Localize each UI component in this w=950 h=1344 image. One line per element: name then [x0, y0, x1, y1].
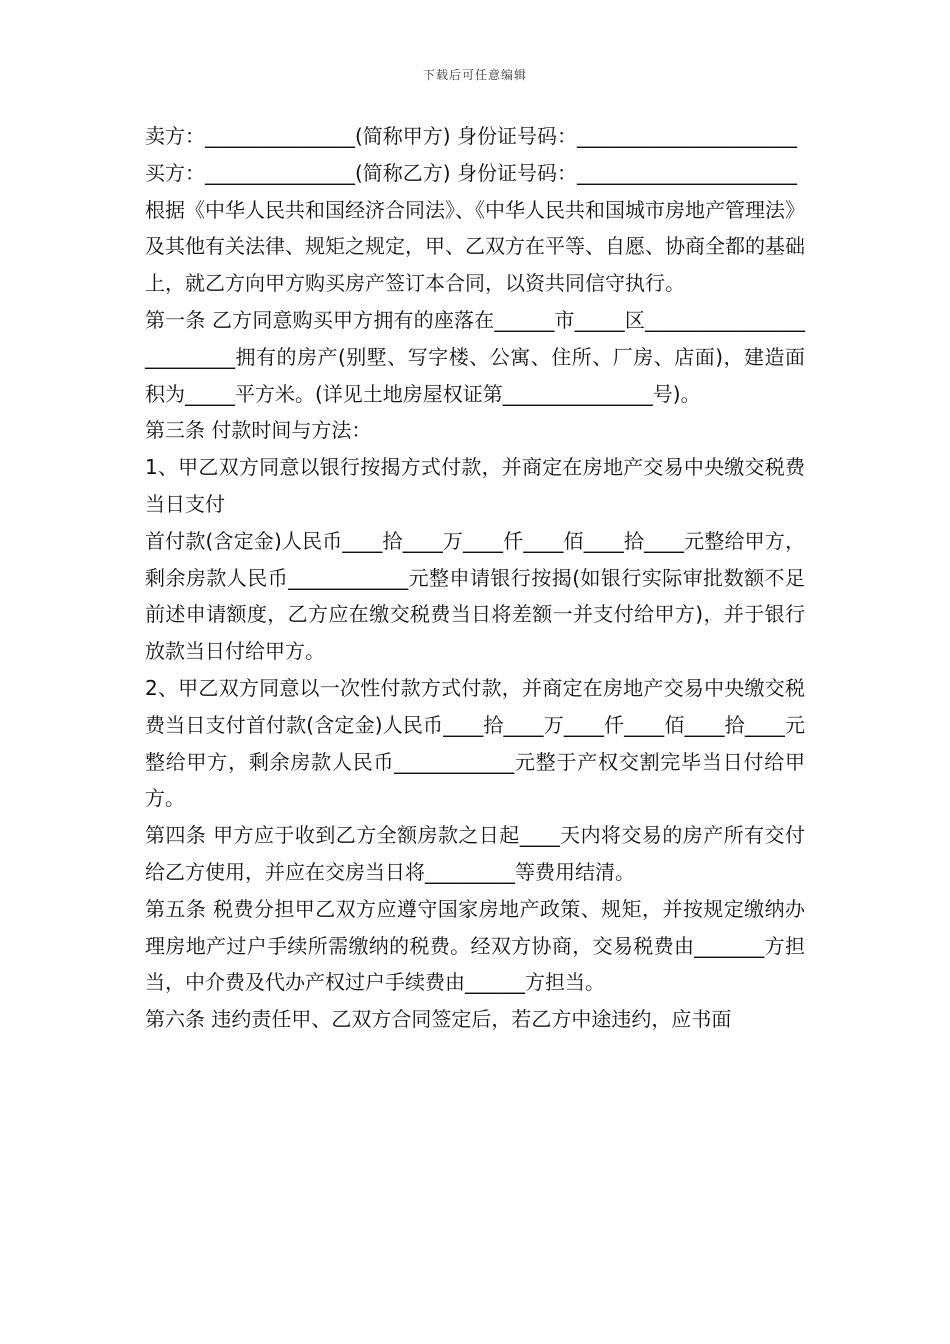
buyer-line: 买方：_______________(简称乙方) 身份证号码：______________________	[145, 160, 797, 185]
article-4: 第四条 甲方应于收到乙方全额房款之日起____天内将交易的房产所有交付给乙方使用，并应在交房当日将_________等费用结清。	[145, 823, 805, 884]
article-1: 第一条 乙方同意购买甲方拥有的座落在______市_____区_________________________拥有的房产(别墅、写字楼、公寓、住所、厂房、店面)，建造面积为_____平方米。(详见土地房屋权证第_______________号)。	[145, 307, 805, 406]
download-note: 下载后可任意编辑	[422, 68, 527, 82]
article-3-item-1: 1、甲乙双方同意以银行按揭方式付款，并商定在房地产交易中央缴交税费当日支付	[145, 455, 805, 516]
seller-line: 卖方：_______________(简称甲方) 身份证号码：______________________	[145, 124, 797, 148]
article-5: 第五条 税费分担甲乙双方应遵守国家房地产政策、规矩，并按规定缴纳办理房地产过户手续所需缴纳的税费。经双方协商，交易税费由_______方担当，中介费及代办产权过户手续费由______方担当。	[145, 896, 805, 995]
article-3-item-1-details: 首付款(含定金)人民币____拾____万____仟____佰____拾____元整给甲方，剩余房款人民币____________元整申请银行按揭(如银行实际审批数额不足前述申请额度，乙方应在缴交税费当日将差额一并支付给甲方)，并于银行放款当日付给甲方。	[145, 528, 805, 664]
article-3-heading: 第三条 付款时间与方法：	[145, 418, 372, 443]
article-3-item-2: 2、甲乙双方同意以一次性付款方式付款，并商定在房地产交易中央缴交税费当日支付首付款(含定金)人民币____拾____万____仟____佰____拾____元整给甲方，剩余房款人民币____________元整于产权交割完毕当日付给甲方。	[145, 675, 805, 811]
preamble-paragraph: 根据《中华人民共和国经济合同法》、《中华人民共和国城市房地产管理法》及其他有关法律、规矩之规定，甲、乙双方在平等、自愿、协商全都的基础上，就乙方向甲方购买房产签订本合同，以资共同信守执行。	[145, 197, 805, 296]
article-6: 第六条 违约责任甲、乙双方合同签定后，若乙方中途违约，应书面	[145, 1007, 732, 1032]
contract-body	[145, 118, 805, 1038]
